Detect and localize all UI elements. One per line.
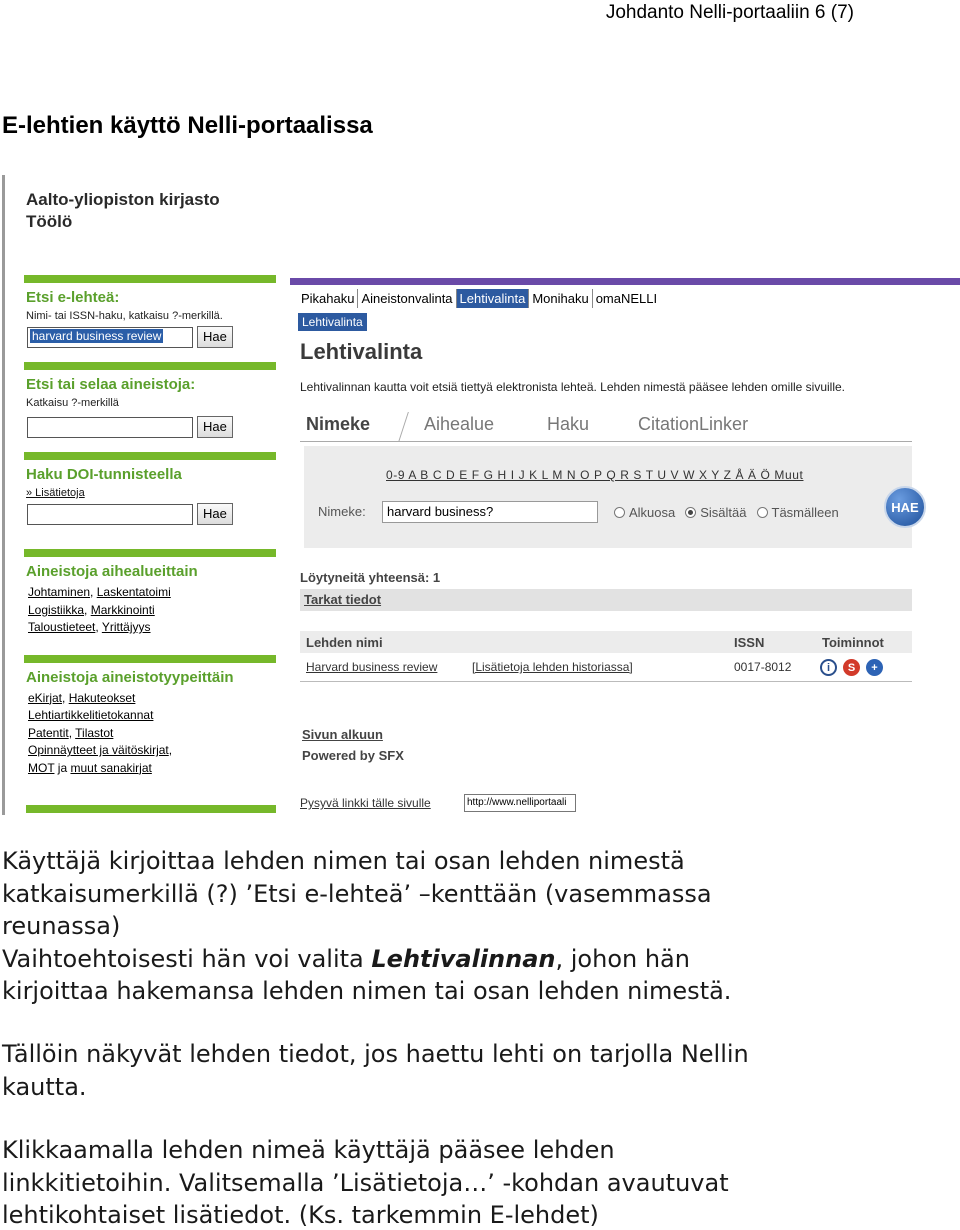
nav-monihaku[interactable]: Monihaku (529, 289, 592, 308)
column-name: Lehden nimi (306, 635, 383, 650)
green-divider (26, 805, 276, 815)
search-tabs (300, 410, 912, 444)
issn-value: 0017-8012 (734, 660, 792, 674)
materials-search-input[interactable] (27, 417, 193, 438)
document-title: E-lehtien käyttö Nelli-portaalissa (2, 112, 373, 139)
topic-link[interactable]: Markkinointi (90, 602, 155, 617)
green-divider (24, 549, 276, 557)
radio-icon (757, 507, 768, 518)
type-link[interactable]: Patentit (28, 725, 69, 740)
materials-search-hint: Katkaisu ?-merkillä (26, 397, 119, 409)
tab-aihealue[interactable]: Aihealue (424, 414, 495, 434)
green-divider (24, 655, 276, 663)
title-search-panel (304, 446, 919, 548)
type-link[interactable]: muut sanakirjat (70, 760, 152, 775)
radio-selected-icon (685, 507, 696, 518)
table-row (300, 656, 912, 682)
doi-search-button[interactable]: Hae (197, 503, 233, 525)
details-link[interactable]: Tarkat tiedot (300, 589, 912, 611)
type-link[interactable]: Opinnäytteet ja väitöskirjat (28, 743, 169, 757)
main-nav (298, 289, 660, 308)
nav-pikahaku[interactable]: Pikahaku (298, 289, 358, 308)
materials-search-title: Etsi tai selaa aineistoja: (26, 376, 196, 393)
topic-link[interactable]: Taloustieteet (28, 620, 96, 634)
title-search-input[interactable]: harvard business? (382, 501, 598, 523)
topic-link[interactable]: Johtaminen (28, 585, 91, 599)
green-divider (24, 362, 276, 370)
type-link[interactable]: Tilastot (75, 725, 114, 740)
green-divider (24, 452, 276, 460)
sfx-icon[interactable]: S (843, 659, 860, 676)
ejournal-search-hint: Nimi- tai ISSN-haku, katkaisu ?-merkillä. (26, 310, 223, 322)
page-description: Lehtivalinnan kautta voit etsiä tiettyä elektronista lehteä. Lehden nimestä pääsee lehden omille sivuille. (300, 380, 846, 394)
top-of-page-link[interactable]: Sivun alkuun (302, 727, 383, 742)
permalink-label[interactable]: Pysyvä linkki tälle sivulle (300, 796, 431, 810)
lehtivalinta-emphasis: Lehtivalinnan (371, 944, 556, 973)
topic-link[interactable]: Logistiikka (28, 602, 85, 617)
type-link[interactable]: MOT (28, 760, 55, 775)
tab-underline (300, 441, 912, 442)
nav-omanelli[interactable]: omaNELLI (595, 291, 658, 306)
doi-search-title: Haku DOI-tunnisteella (26, 466, 182, 483)
green-divider (24, 275, 276, 283)
purple-bar (290, 278, 960, 285)
page-heading: Lehtivalinta (300, 339, 423, 364)
search-button[interactable]: HAE (884, 486, 926, 528)
type-link[interactable]: eKirjat (28, 690, 63, 705)
ejournal-search-button[interactable]: Hae (197, 326, 233, 348)
left-sidebar (24, 275, 276, 777)
option-sisaltaa[interactable]: Sisältää (685, 505, 746, 520)
topics-title: Aineistoja aihealueittain (26, 563, 198, 580)
ejournal-search-title: Etsi e-lehteä: (26, 289, 120, 306)
info-icon[interactable]: i (820, 659, 837, 676)
topic-link[interactable]: Yrittäjyys (101, 620, 151, 634)
title-label: Nimeke: (318, 504, 366, 519)
library-name: Aalto-yliopiston kirjasto Töölö (26, 190, 220, 231)
screenshot-left-edge (2, 175, 5, 815)
column-issn: ISSN (734, 635, 765, 650)
ejournal-search-input[interactable]: harvard business review (27, 327, 193, 348)
tab-divider (398, 412, 409, 442)
nav-aineistonvalinta[interactable]: Aineistonvalinta (358, 289, 456, 308)
results-count: Löytyneitä yhteensä: 1 (300, 570, 441, 585)
paragraph-search-instructions: Käyttäjä kirjoittaa lehden nimen tai osan lehden nimestä katkaisumerkillä (?) ’Etsi e-lehteä’ –kenttään (vasemmassa reunassa) Vaihtoehtoisesti hän voi valita Lehtivalinnan, johon hän kirjoittaa hakemansa lehden nimen tai osan lehden nimestä. (2, 847, 732, 1005)
nelli-screenshot (2, 175, 960, 815)
tab-nimeke[interactable]: Nimeke (306, 414, 371, 434)
nav-lehtivalinta[interactable]: Lehtivalinta (457, 289, 530, 308)
permalink-input[interactable]: http://www.nelliportaali (464, 794, 576, 812)
powered-by: Powered by SFX (302, 748, 404, 763)
journal-name-link[interactable]: Harvard business review (306, 660, 438, 674)
paragraph-results: Tällöin näkyvät lehden tiedot, jos haettu lehti on tarjolla Nellin kautta. (2, 1040, 749, 1101)
match-options (614, 505, 849, 520)
option-alkuosa[interactable]: Alkuosa (614, 505, 675, 520)
types-list: eKirjat, Hakuteokset Lehtiartikkelitietokannat Patentit, Tilastot Opinnäytteet ja väitöskirjat, MOT ja muut sanakirjat (28, 690, 173, 775)
radio-icon (614, 507, 625, 518)
tab-haku[interactable]: Haku (547, 414, 590, 434)
history-link[interactable]: [Lisätietoja lehden historiassa] (472, 660, 633, 674)
alphabet-index[interactable]: 0-9 A B C D E F G H I J K L M N O P Q R S T U V W X Y Z Å Ä Ö Muut (386, 468, 804, 482)
topic-link[interactable]: Laskentatoimi (96, 585, 171, 599)
doi-info-link[interactable]: » Lisätietoja (26, 487, 85, 499)
option-tasmalleen[interactable]: Täsmälleen (757, 505, 839, 520)
paragraph-links: Klikkaamalla lehden nimeä käyttäjä pääsee lehden linkkitietoihin. Valitsemalla ’Lisätietoja…’ -kohdan avautuvat lehtikohtaiset lisätiedot. (Ks. tarkemmin E-lehdet) (2, 1136, 729, 1229)
topics-list: Johtaminen, Laskentatoimi Logistiikka, Markkinointi Taloustieteet, Yrittäjyys (28, 585, 171, 634)
column-actions: Toiminnot (822, 635, 884, 650)
type-link[interactable]: Lehtiartikkelitietokannat (28, 708, 154, 722)
results-header (300, 631, 912, 653)
types-title: Aineistoja aineistotyypeittäin (26, 668, 234, 686)
page-header: Johdanto Nelli-portaaliin 6 (7) (605, 2, 854, 23)
tab-citationlinker[interactable]: CitationLinker (638, 414, 749, 434)
type-link[interactable]: Hakuteokset (68, 690, 136, 705)
plus-icon[interactable]: + (866, 659, 883, 676)
breadcrumb[interactable]: Lehtivalinta (298, 313, 367, 331)
doi-search-input[interactable] (27, 504, 193, 525)
materials-search-button[interactable]: Hae (197, 416, 233, 438)
